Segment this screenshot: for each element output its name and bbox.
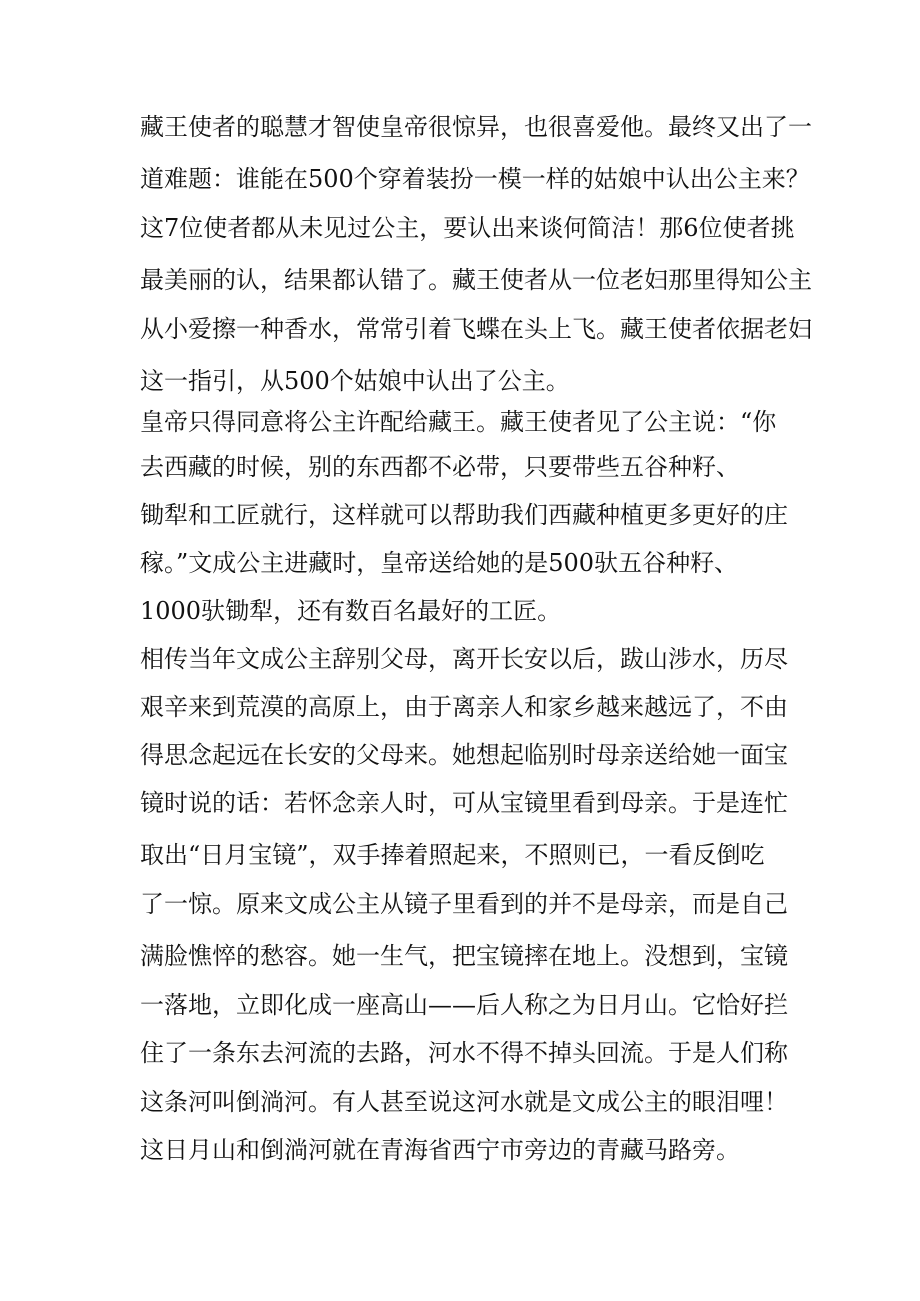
text-line: 艰辛来到荒漠的高原上，由于离亲人和家乡越来越远了，不由 <box>140 693 788 721</box>
text-line: 相传当年文成公主辞别父母，离开长安以后，跋山涉水，历尽 <box>140 645 788 673</box>
text-line: 最美丽的认，结果都认错了。藏王使者从一位老妇那里得知公主 <box>140 266 812 294</box>
text-line: 锄犁和工匠就行，这样就可以帮助我们西藏种植更多更好的庄 <box>140 501 788 529</box>
text-line: 去西藏的时候，别的东西都不必带，只要带些五谷种籽、 <box>140 453 740 481</box>
text-line: 1000驮锄犁，还有数百名最好的工匠。 <box>140 597 562 625</box>
text-line: 得思念起远在长安的父母来。她想起临别时母亲送给她一面宝 <box>140 741 788 769</box>
text-line: 皇帝只得同意将公主许配给藏王。藏王使者见了公主说：“你 <box>140 408 777 436</box>
text-line: 了一惊。原来文成公主从镜子里看到的并不是母亲，而是自己 <box>140 890 788 918</box>
text-line: 这日月山和倒淌河就在青海省西宁市旁边的青藏马路旁。 <box>140 1136 740 1164</box>
text-line: 藏王使者的聪慧才智使皇帝很惊异，也很喜爱他。最终又出了一 <box>140 113 812 141</box>
text-line: 从小爱擦一种香水，常常引着飞蝶在头上飞。藏王使者依据老妇 <box>140 315 812 343</box>
text-line: 这7位使者都从未见过公主，要认出来谈何简洁！那6位使者挑 <box>140 214 795 242</box>
text-line: 取出“日月宝镜”，双手捧着照起来，不照则已，一看反倒吃 <box>140 841 765 869</box>
text-line: 满脸憔悴的愁容。她一生气，把宝镜摔在地上。没想到，宝镜 <box>140 942 788 970</box>
text-line: 稼。”文成公主进藏时，皇帝送给她的是500驮五谷种籽、 <box>140 549 739 577</box>
text-line: 一落地，立即化成一座高山——后人称之为日月山。它恰好拦 <box>140 991 788 1019</box>
text-line: 这一指引，从500个姑娘中认出了公主。 <box>140 367 570 395</box>
text-line: 镜时说的话：若怀念亲人时，可从宝镜里看到母亲。于是连忙 <box>140 789 788 817</box>
text-line: 道难题：谁能在500个穿着装扮一模一样的姑娘中认出公主来？ <box>140 165 810 193</box>
text-line: 这条河叫倒淌河。有人甚至说这河水就是文成公主的眼泪哩！ <box>140 1088 788 1116</box>
text-line: 住了一条东去河流的去路，河水不得不掉头回流。于是人们称 <box>140 1039 788 1067</box>
